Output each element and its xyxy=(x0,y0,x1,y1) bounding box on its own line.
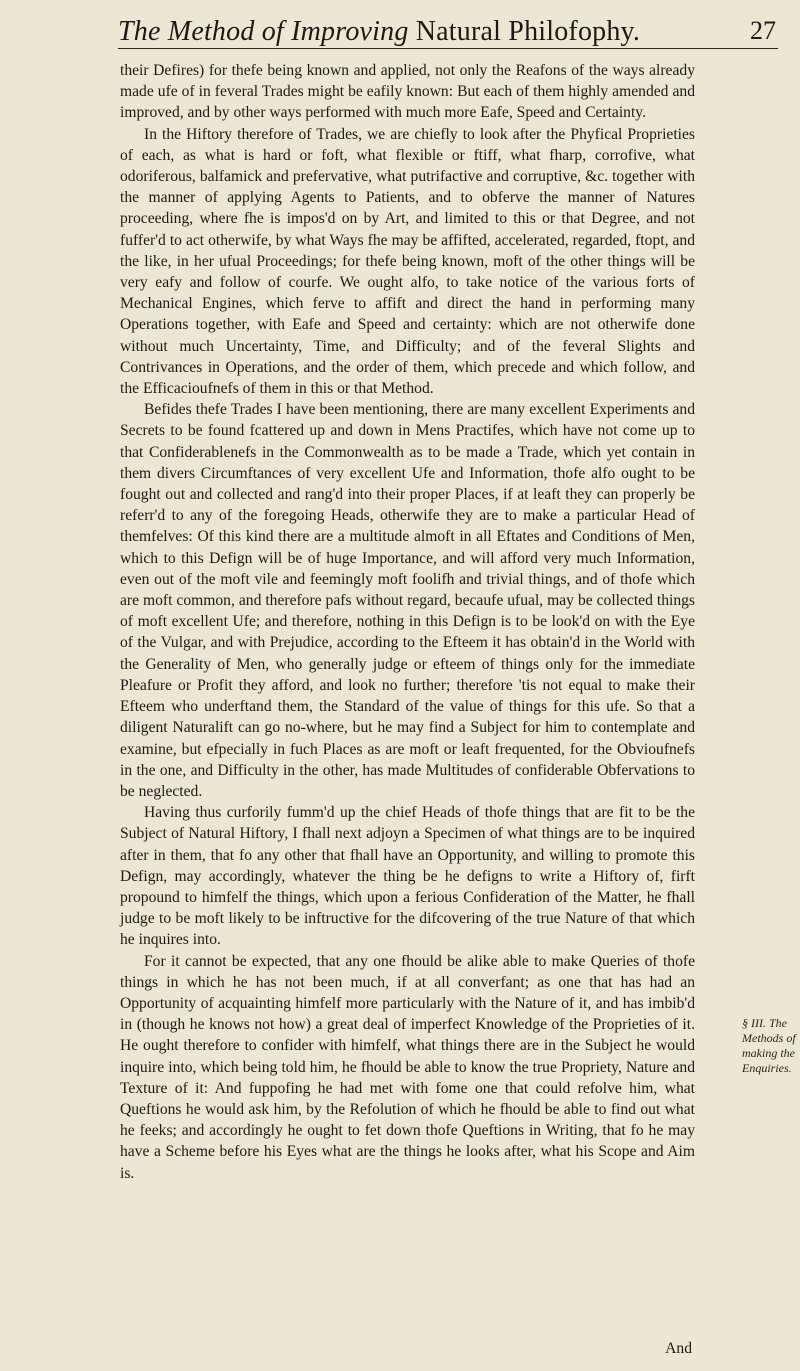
paragraph: Befides thefe Trades I have been mentioning, there are many excellent Experiments and Secrets to be found fcattered up and down in Mens Practifes, which have not come up to that Confiderablenefs in the Commonwealth as to be made a Trade, which yet contain in them divers Circumftances of very excellent Ufe and Information, thofe alfo ought to be fought out and collected and rang'd into their proper Places, if at leaft they can properly be referr'd to any of the foregoing Heads, otherwife they are to make a particular Head of themfelves: Of this kind there are a multitude almoft in all Eftates and Conditions of Men, which to this Defign will be of huge Importance, and will afford very much Information, even out of the moft vile and feemingly moft foolifh and trivial things, and of thofe which are moft common, and therefore pafs without regard, becaufe ufual, may be collected things of moft excellent Ufe; and therefore, nothing in this Defign is to be look'd on with the Eye of the Vulgar, and with Prejudice, according to the Efteem it has obtain'd in the World with the Generality of Men, who generally judge or efteem of things only for the immediate Pleafure or Profit they afford, and look no further; therefore 'tis not equal to make their Efteem who underftand them, the Standard of the value of things for this ufe. So that a diligent Naturalift can go no-where, but he may find a Subject for him to contemplate and examine, but efpecially in fuch Places as are moft or leaft frequented, for the Obvioufnefs in the one, and Difficulty in the other, has made Multitudes of confiderable Obfervations to be neglected. xyxy=(120,401,695,800)
paragraph: their Defires) for thefe being known and applied, not only the Reafons of the ways already made ufe of in feveral Trades might be eafily known: But each of them highly amended and improved, and by other ways performed with much more Eafe, Speed and Certainty. xyxy=(120,62,695,122)
margin-note-text: The Methods of making the Enquiries. xyxy=(742,1016,796,1075)
margin-note-section: § III. xyxy=(742,1016,766,1030)
running-header xyxy=(118,8,778,49)
running-title-roman: Natural Philofophy. xyxy=(415,16,641,47)
paragraph: In the Hiftory therefore of Trades, we are chiefly to look after the Phyfical Proprieties of each, as what is hard or foft, what flexible or ftiff, what fharp, corrofive, what odoriferous, balfamick and prefervative, what putrifactive and corruptive, &c. together with the manner of applying Agents to Patients, and to obferve the manner of Natures proceeding, where fhe is impos'd on by Art, and limited to this or that Degree, and not fuffer'd to act otherwife, by what Ways fhe may be affifted, accelerated, regarded, ftopt, and the like, in her ufual Proceedings; for thefe being known, moft of the other things will be very eafy and follow of courfe. We ought alfo, to take notice of the various forts of Mechanical Engines, which ferve to affift and direct the hand in performing many Operations together, with Eafe and Speed and certainty: which are not otherwife done without much Uncertainty, Time, and Difficulty; and of the feveral Slights and Contrivances in Operations, and the order of them, which precede and which follow, and the Efficacioufnefs of them in this or that Method. xyxy=(120,125,695,398)
paragraph: For it cannot be expected, that any one fhould be alike able to make Queries of thofe things in which he has not been much, if at all converfant; as one that has had an Opportunity of acquainting himfelf more particularly with the Nature of it, and has imbib'd in (though he knows not how) a great deal of imperfect Knowledge of the Proprieties of it. He ought therefore to confider with himfelf, what things there are in the Subject he would inquire into, which being told him, he fhould be able to know the true Propriety, Nature and Texture of it: And fuppofing he had met with fome one that could refolve him, what Queftions he would ask him, by the Refolution of which he fhould be able to find out what he feeks; and accordingly he ought to fet down thofe Queftions in Writing, that fo he may have a Scheme before his Eyes what are the things he looks after, what his Scope and Aim is. xyxy=(120,952,695,1182)
running-title-italic: The Method of Improving xyxy=(118,16,409,47)
body-text xyxy=(120,60,695,1184)
paragraph: Having thus curforily fumm'd up the chief Heads of thofe things that are fit to be the Subject of Natural Hiftory, I fhall next adjoyn a Specimen of what things are to be inquired after in them, that fo any other that fhall have an Opportunity, and willing to promote this Defign, may accordingly, whatever the thing be he defigns to write a Hiftory of, firft propound to himfelf the things, which upon a ferious Confideration of the Matter, he fhall judge to be moft likely to be inftructive for the difcovering of the true Nature of that which he inquires into. xyxy=(120,804,695,949)
running-title xyxy=(118,16,640,48)
page-number: 27 xyxy=(750,16,776,45)
margin-note xyxy=(742,1016,798,1076)
catchword: And xyxy=(665,1340,692,1357)
